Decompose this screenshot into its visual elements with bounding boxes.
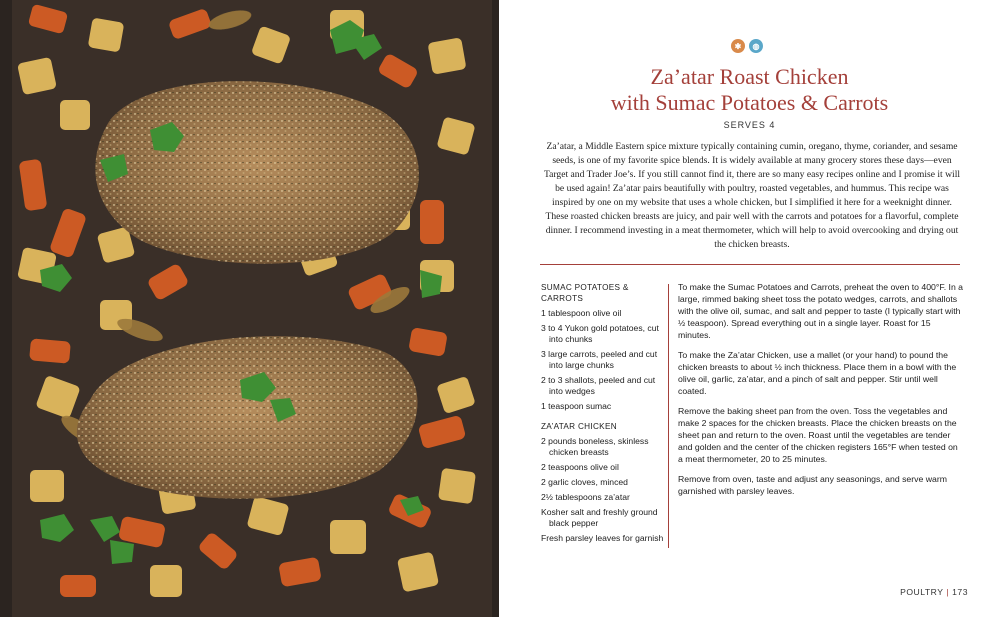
method-step: To make the Za’atar Chicken, use a mallet (or your hand) to pound the chicken breasts to about ½ inch thickness. Place them in a bowl with the olive oil, garlic, za’atar, and a pinch of salt and pepper. Stir until well coated.	[678, 350, 957, 396]
column-divider	[668, 284, 669, 548]
footer-separator: |	[946, 587, 950, 597]
ingredient-item: 2 teaspoons olive oil	[541, 462, 619, 472]
wheat-icon: ✱	[731, 39, 745, 53]
recipe-intro: Za’atar, a Middle Eastern spice mixture typically containing cumin, oregano, thyme, coriander, and sesame seeds, is one of my favorite spice blends. It is widely available at many grocery stores these days—even Target and Trader Joe’s. If you still cannot find it, there are so many easy recipes online and I promise it will be used again! Za’atar pairs beautifully with poultry, roasted vegetables, and hummus. This recipe was inspired by one on my website that uses a whole chicken, but I simplified it here for a weeknight dinner. These roasted chicken breasts are juicy, and pair well with the carrots and potatoes for a flavorful, complete dinner. I recommend investing in a meat thermometer, which will help to avoid overcooking and drying out the chicken breasts.	[543, 141, 961, 250]
ingredient-item: 2½ tablespoons za’atar	[541, 492, 630, 502]
ingredient-group-title: ZA’ATAR CHICKEN	[541, 422, 617, 431]
ingredient-item: 2 to 3 shallots, peeled and cut into wedges	[541, 375, 656, 396]
section-divider	[540, 264, 960, 265]
ingredient-group-title: SUMAC POTATOES & CARROTS	[541, 283, 629, 303]
recipe-title-line2: with Sumac Potatoes & Carrots	[610, 90, 889, 115]
serves-label: SERVES 4	[723, 120, 776, 130]
dietary-icons	[731, 39, 763, 53]
ingredient-item: Kosher salt and freshly ground black pepper	[541, 507, 658, 528]
page-number: 173	[952, 587, 968, 597]
ingredient-item: 2 garlic cloves, minced	[541, 477, 628, 487]
ingredient-item: 1 tablespoon olive oil	[541, 308, 622, 318]
dairy-icon: ◍	[749, 39, 763, 53]
ingredients-list	[541, 282, 669, 548]
method-steps	[678, 281, 964, 505]
recipe-page	[499, 0, 1000, 617]
page-footer	[900, 587, 968, 597]
ingredient-item: 2 pounds boneless, skinless chicken breasts	[541, 436, 649, 457]
method-step: Remove from oven, taste and adjust any seasonings, and serve warm garnished with parsley leaves.	[678, 474, 947, 496]
method-step: To make the Sumac Potatoes and Carrots, preheat the oven to 400°F. In a large, rimmed baking sheet toss the potato wedges, carrots, and shallots with the olive oil, sumac, and salt and pepper to taste (I typically start with ½ teaspoon). Spread everything out in a single layer. Roast for 15 minutes.	[678, 282, 964, 340]
food-photo-illustration	[0, 0, 499, 617]
section-name: POULTRY	[900, 587, 944, 597]
ingredient-item: Fresh parsley leaves for garnish	[541, 533, 664, 543]
ingredient-item: 1 teaspoon sumac	[541, 401, 612, 411]
recipe-title-line1: Za’atar Roast Chicken	[650, 64, 849, 89]
ingredient-item: 3 large carrots, peeled and cut into large chunks	[541, 349, 658, 370]
recipe-photo	[0, 0, 499, 617]
recipe-title	[499, 64, 1000, 116]
ingredient-item: 3 to 4 Yukon gold potatoes, cut into chunks	[541, 323, 659, 344]
method-step: Remove the baking sheet pan from the oven. Toss the vegetables and make 2 spaces for the chicken breasts. Place the chicken breasts on the sheet pan and return to the oven. Roast until the vegetables are tender and golden and the center of the chicken registers 165°F when tested on a meat thermometer, 20 to 25 minutes.	[678, 406, 958, 464]
